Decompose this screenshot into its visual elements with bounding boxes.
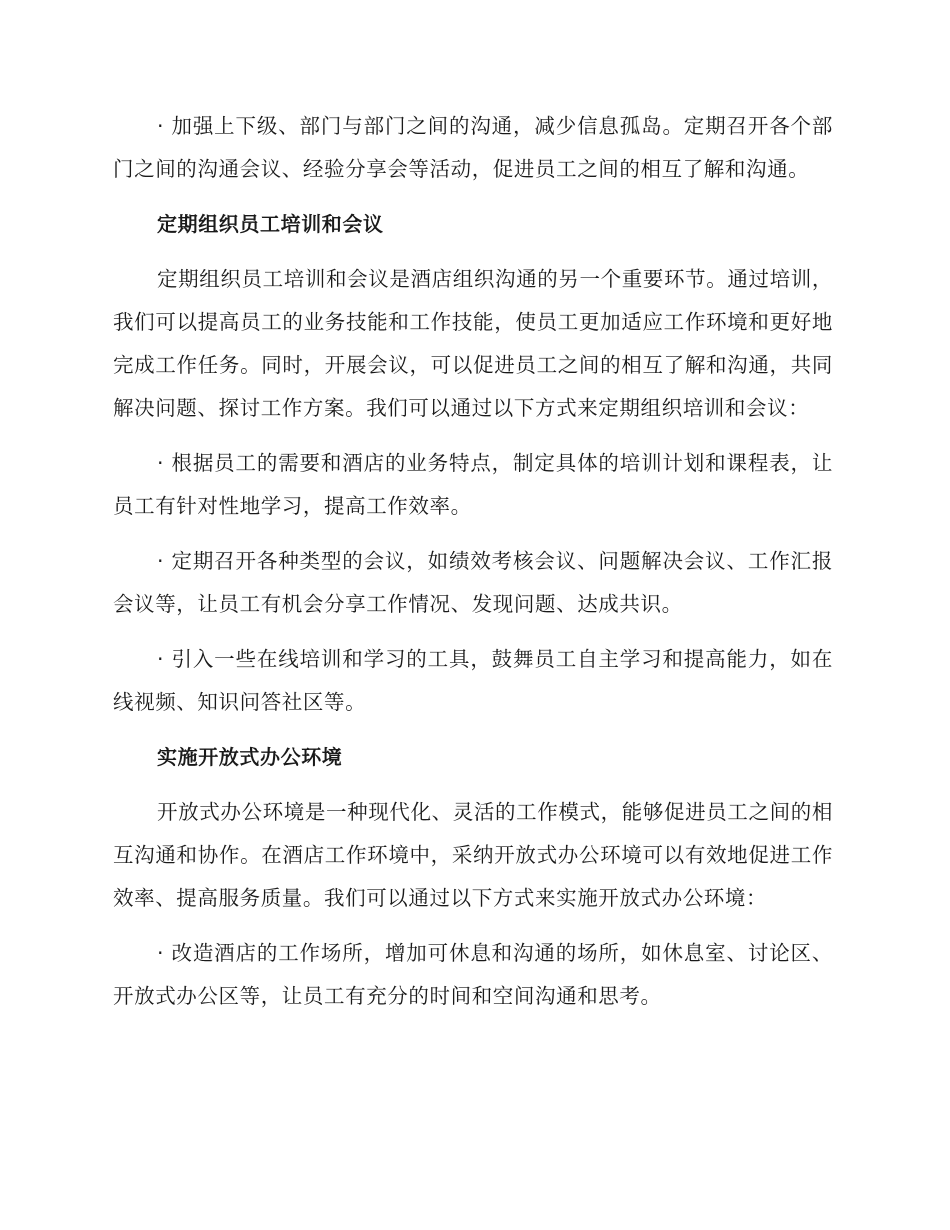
paragraph-training: 定期组织员工培训和会议是酒店组织沟通的另一个重要环节。通过培训，我们可以提高员工的业务技能和工作技能，使员工更加适应工作环境和更好地完成工作任务。同时，开展会议，可以促进员工之间的相互了解和沟通，共同解决问题、探讨工作方案。我们可以通过以下方式来定期组织培训和会议： <box>113 267 833 420</box>
section-heading-open-office: 实施开放式办公环境 <box>157 745 343 769</box>
document-body <box>113 105 833 1018</box>
paragraph-open-office: 开放式办公环境是一种现代化、灵活的工作模式，能够促进员工之间的相互沟通和协作。在酒店工作环境中，采纳开放式办公环境可以有效地促进工作效率、提高服务质量。我们可以通过以下方式来实施开放式办公环境： <box>113 800 833 910</box>
bullet-meetings: · 定期召开各种类型的会议，如绩效考核会议、问题解决会议、工作汇报会议等，让员工有机会分享工作情况、发现问题、达成共识。 <box>113 549 833 616</box>
section-heading-training: 定期组织员工培训和会议 <box>157 212 384 236</box>
bullet-training-plan: · 根据员工的需要和酒店的业务特点，制定具体的培训计划和课程表，让员工有针对性地学习，提高工作效率。 <box>113 451 833 518</box>
bullet-communication: · 加强上下级、部门与部门之间的沟通，减少信息孤岛。定期召开各个部门之间的沟通会议、经验分享会等活动，促进员工之间的相互了解和沟通。 <box>113 114 833 181</box>
bullet-online-learning: · 引入一些在线培训和学习的工具，鼓舞员工自主学习和提高能力，如在线视频、知识问答社区等。 <box>113 647 833 714</box>
bullet-workspace-renovation: · 改造酒店的工作场所，增加可休息和沟通的场所，如休息室、讨论区、开放式办公区等，让员工有充分的时间和空间沟通和思考。 <box>113 941 833 1008</box>
